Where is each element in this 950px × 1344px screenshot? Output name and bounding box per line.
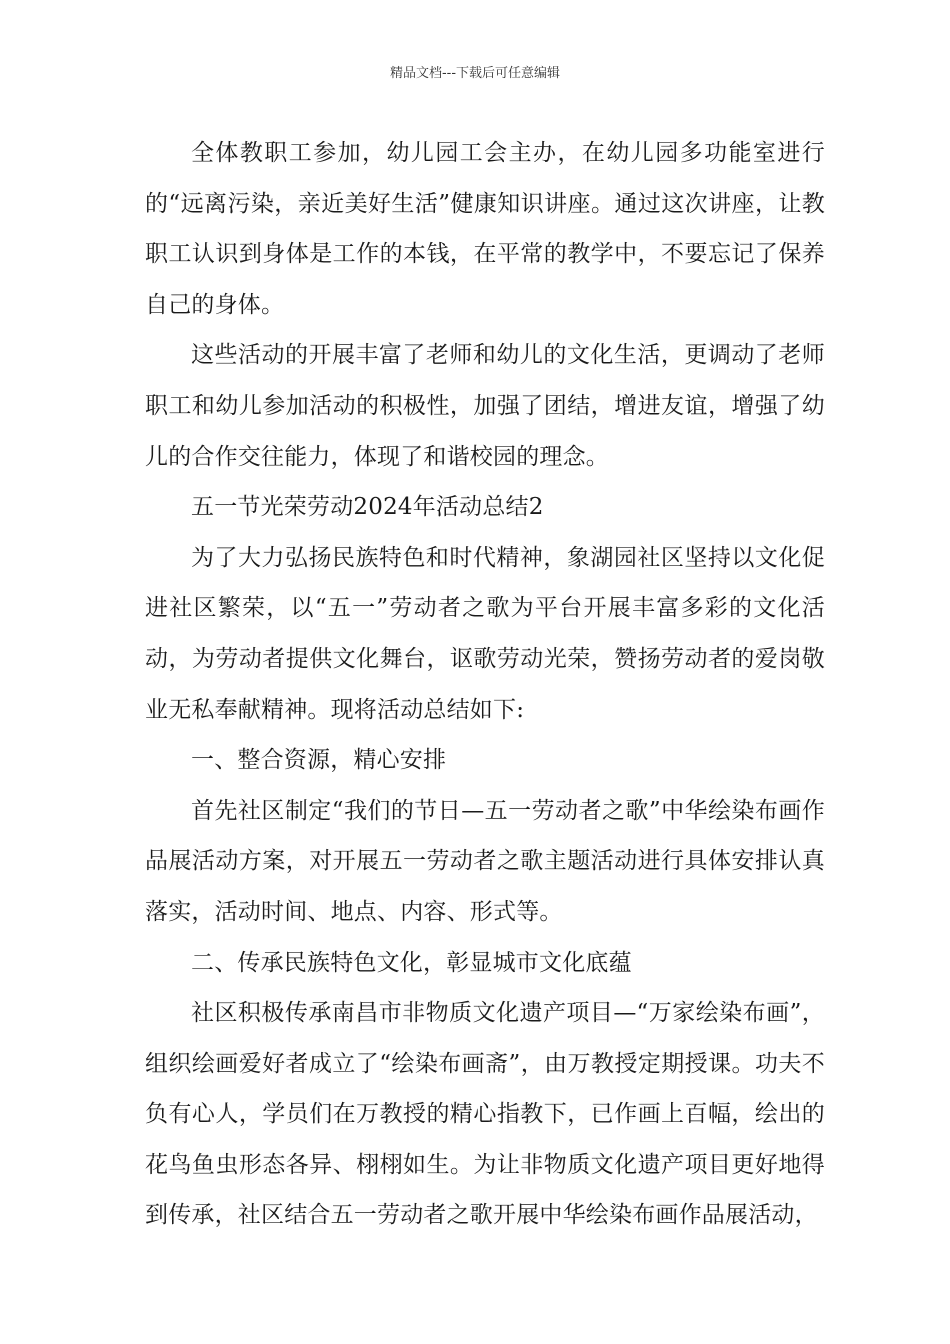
section-heading-2: 二、传承民族特色文化，彰显城市文化底蕴	[191, 949, 632, 976]
paragraph-health-lecture: 全体教职工参加，幼儿园工会主办，在幼儿园多功能室进行的“远离污染，亲近美好生活”健康知识讲座。通过这次讲座，让教职工认识到身体是工作的本钱，在平常的教学中，不要忘记了保养自己的身体。	[145, 140, 825, 318]
paragraph-intro: 为了大力弘扬民族特色和时代精神，象湖园社区坚持以文化促进社区繁荣，以“五一”劳动者之歌为平台开展丰富多彩的文化活动，为劳动者提供文化舞台，讴歌劳动光荣，赞扬劳动者的爱岗敬业无私奉献精神。现将活动总结如下:	[145, 544, 825, 723]
paragraph-activity-summary: 这些活动的开展丰富了老师和幼儿的文化生活，更调动了老师职工和幼儿参加活动的积极性，加强了团结，增进友谊，增强了幼儿的合作交往能力，体现了和谐校园的理念。	[145, 342, 825, 470]
page-header: 精品文档---下载后可任意编辑	[389, 66, 561, 81]
document-body	[145, 128, 825, 1241]
section-heading-1: 一、整合资源，精心安排	[191, 747, 447, 774]
paragraph-heritage: 社区积极传承南昌市非物质文化遗产项目—“万家绘染布画”，组织绘画爱好者成立了“绘染布画斋”，由万教授定期授课。功夫不负有心人，学员们在万教授的精心指教下，已作画上百幅，绘出的花鸟鱼虫形态各异、栩栩如生。为让非物质文化遗产项目更好地得到传承，社区结合五一劳动者之歌开展中华绘染布画作品展活动，	[145, 1000, 825, 1229]
paragraph-plan: 首先社区制定“我们的节日—五一劳动者之歌”中华绘染布画作品展活动方案，对开展五一劳动者之歌主题活动进行具体安排认真落实，活动时间、地点、内容、形式等。	[145, 797, 825, 925]
section-title: 五一节光荣劳动2024年活动总结2	[191, 494, 544, 521]
